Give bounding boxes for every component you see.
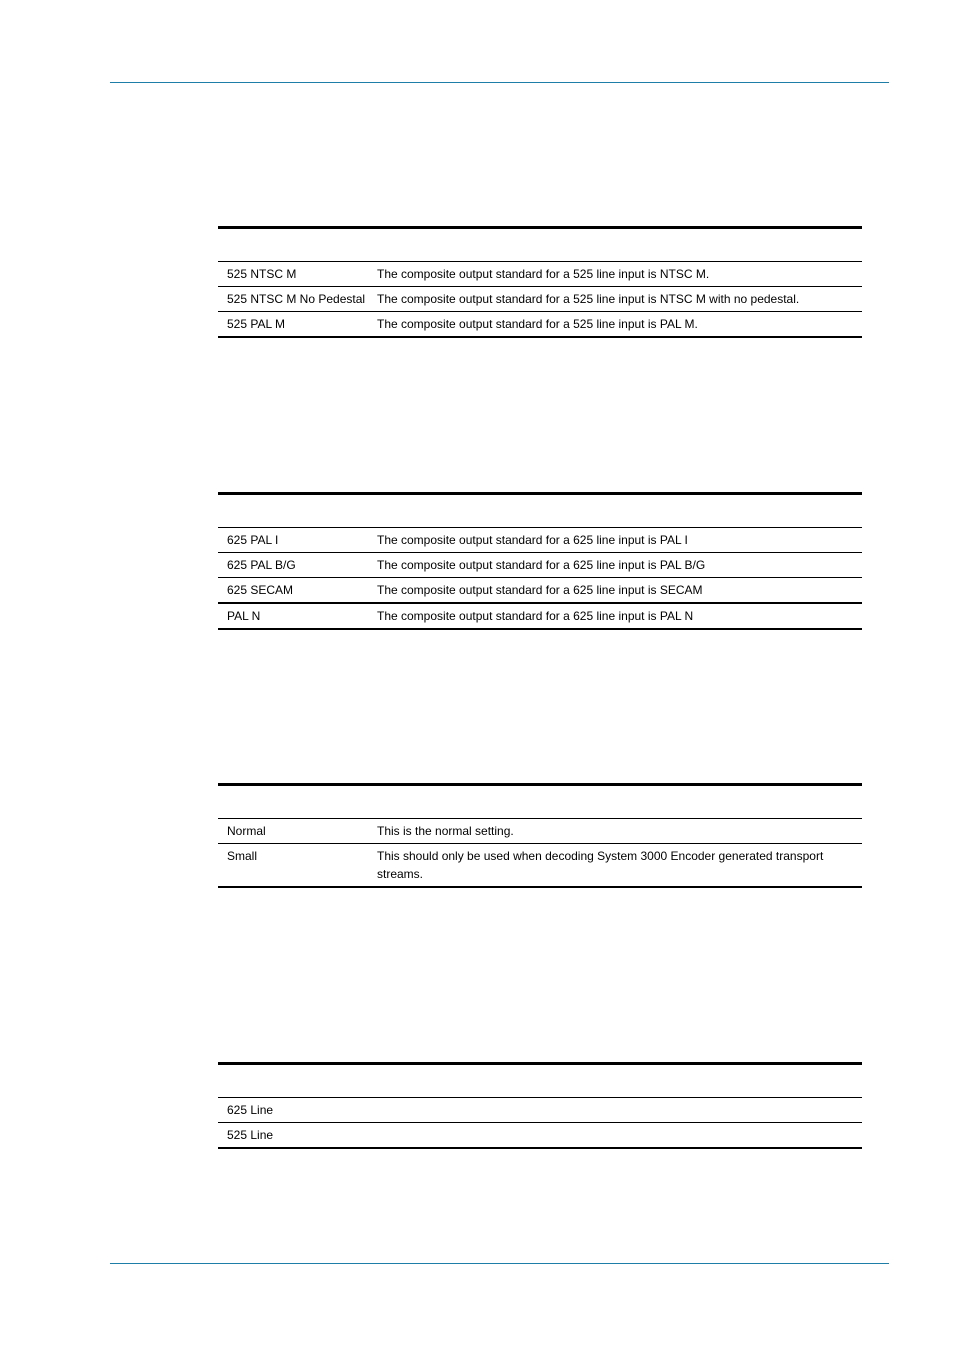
table-header-row — [218, 1065, 862, 1098]
setting-cell: Small — [227, 849, 258, 863]
setting-cell: PAL N — [227, 609, 261, 623]
description-cell — [377, 1123, 862, 1147]
table-row — [218, 819, 862, 844]
header-rule — [110, 82, 889, 83]
setting-cell: 625 Line — [227, 1103, 274, 1117]
description-cell: This is the normal setting. — [377, 824, 514, 838]
setting-cell: 525 PAL M — [227, 317, 286, 331]
setting-cell: 525 Line — [227, 1128, 274, 1142]
table-row — [218, 578, 862, 604]
description-cell: The composite output standard for a 625 line input is SECAM — [377, 583, 703, 597]
table-row — [218, 553, 862, 578]
table-row — [218, 287, 862, 312]
description-cell: The composite output standard for a 625 line input is PAL B/G — [377, 558, 706, 572]
table-row — [218, 1123, 862, 1147]
description-cell: The composite output standard for a 525 line input is NTSC M. — [377, 267, 710, 281]
table-row — [218, 312, 862, 336]
table-row — [218, 1098, 862, 1123]
composite-625-options-table — [218, 492, 862, 630]
setting-cell: Normal — [227, 824, 266, 838]
setting-options-table — [218, 783, 862, 888]
table-row — [218, 528, 862, 553]
setting-cell: 625 PAL B/G — [227, 558, 296, 572]
table-row — [218, 604, 862, 628]
table-header-row — [218, 786, 862, 819]
composite-525-options-table — [218, 226, 862, 338]
table-row — [218, 844, 862, 886]
description-cell — [377, 1098, 862, 1122]
description-cell: The composite output standard for a 525 line input is NTSC M with no pedestal. — [377, 292, 800, 306]
table-header-row — [218, 495, 862, 528]
table-row — [218, 262, 862, 287]
footer-rule — [110, 1263, 889, 1264]
description-cell: The composite output standard for a 625 line input is PAL I — [377, 533, 688, 547]
setting-cell: 625 SECAM — [227, 583, 294, 597]
setting-cell: 525 NTSC M No Pedestal — [227, 292, 366, 306]
setting-cell: 525 NTSC M — [227, 267, 297, 281]
line-standard-options-table — [218, 1062, 862, 1149]
description-cell: The composite output standard for a 525 line input is PAL M. — [377, 317, 698, 331]
description-cell: This should only be used when decoding System 3000 Encoder generated transport streams. — [377, 849, 824, 881]
table-header-row — [218, 229, 862, 262]
description-cell: The composite output standard for a 625 line input is PAL N — [377, 609, 694, 623]
setting-cell: 625 PAL I — [227, 533, 279, 547]
